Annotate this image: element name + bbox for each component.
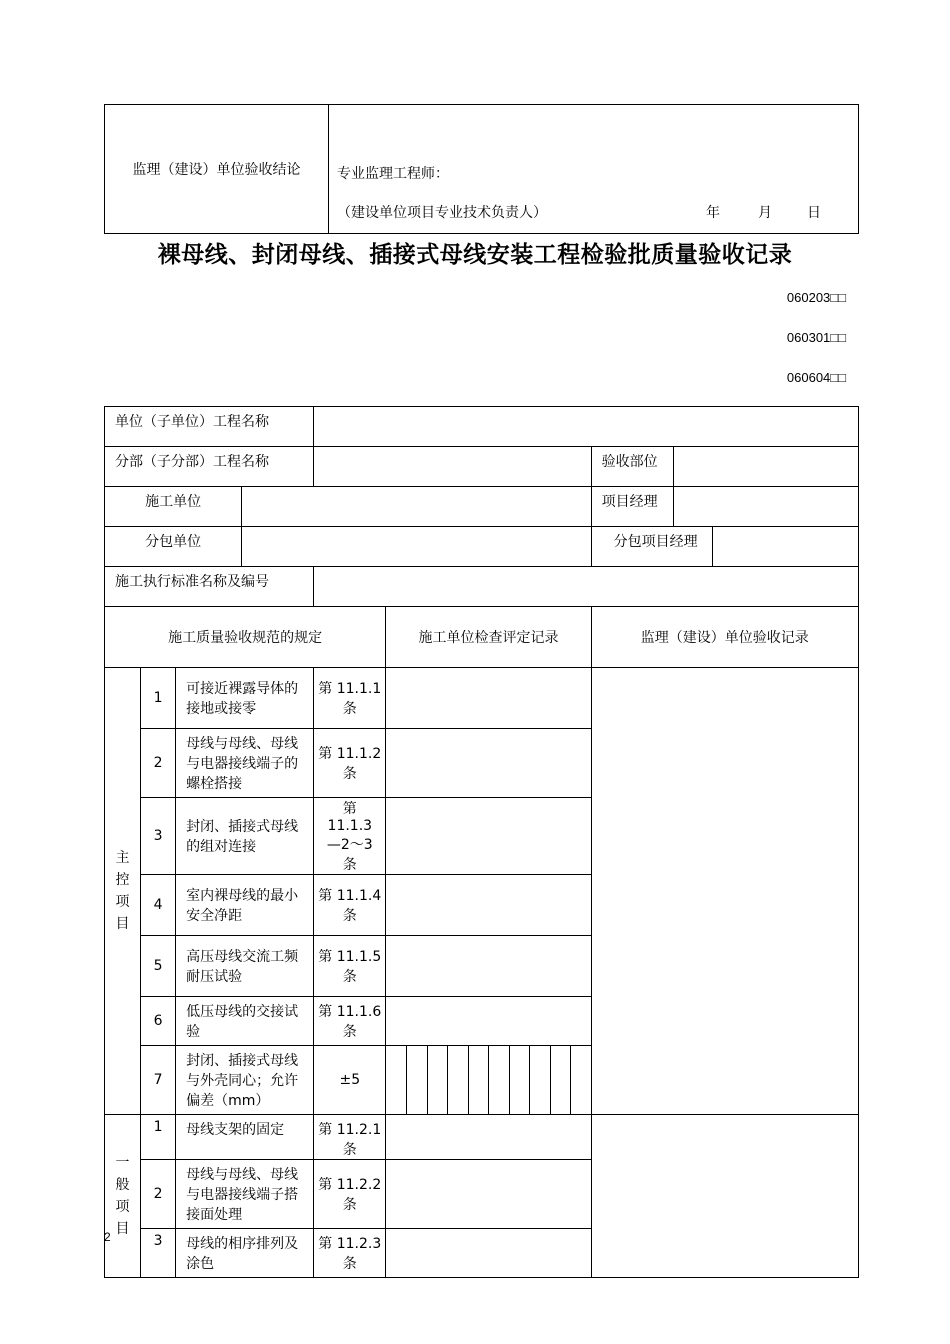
owner-technical-lead-label: （建设单位项目专业技术负责人）: [337, 205, 547, 221]
conclusion-label: 监理（建设）单位验收结论: [105, 105, 329, 234]
standard-value[interactable]: [314, 567, 859, 607]
measurement-cell[interactable]: [448, 1046, 468, 1114]
accept-part-value[interactable]: [673, 447, 858, 487]
document-title: 裸母线、封闭母线、插接式母线安装工程检验批质量验收记录: [157, 242, 793, 268]
item-number: 3: [141, 798, 176, 875]
check-record-cell[interactable]: [386, 798, 591, 875]
check-record-cell[interactable]: [386, 729, 591, 798]
item-number: 6: [141, 997, 176, 1046]
main-control-group-label: [105, 668, 141, 1115]
subcontractor-label: 分包单位: [105, 527, 242, 567]
item-clause: 第 11.1.2 条: [314, 729, 386, 798]
measurement-cell[interactable]: [407, 1046, 427, 1114]
item-clause: 第 11.1.3—2～3 条: [314, 798, 386, 875]
item-description: 封闭、插接式母线与外壳同心；允许偏差（mm）: [176, 1046, 314, 1115]
measurement-cell[interactable]: [510, 1046, 530, 1114]
group-char: 项: [115, 894, 130, 910]
main-item-row: [105, 668, 859, 729]
item-description: 母线的相序排列及涂色: [176, 1229, 314, 1278]
item-number: 1: [141, 668, 176, 729]
item-number: 5: [141, 936, 176, 997]
measurement-cell[interactable]: [571, 1046, 590, 1114]
group-char: 项: [115, 1199, 130, 1215]
acceptance-conclusion-box: [104, 104, 859, 234]
standard-row: [105, 567, 859, 607]
form-code-3: 060604□□: [786, 370, 846, 385]
item-clause: 第 11.1.1 条: [314, 668, 386, 729]
subcontractor-row: [105, 527, 859, 567]
date-year-label: 年: [706, 205, 720, 221]
constructor-label: 施工单位: [105, 487, 242, 527]
item-description: 母线支架的固定: [176, 1115, 314, 1160]
unit-project-value[interactable]: [314, 407, 859, 447]
measurement-cell[interactable]: [489, 1046, 509, 1114]
column-header-row: [105, 607, 859, 668]
measurement-cell[interactable]: [530, 1046, 550, 1114]
unit-project-row: [105, 407, 859, 447]
check-record-cell[interactable]: [386, 1160, 591, 1229]
date-day-label: 日: [807, 205, 821, 221]
standard-label: 施工执行标准名称及编号: [105, 567, 314, 607]
main-supervisor-record-cell[interactable]: [591, 668, 858, 1115]
group-char: 目: [115, 1221, 130, 1237]
page-number: 2: [104, 1230, 111, 1244]
date-month-label: 月: [758, 205, 772, 221]
item-number: 1: [141, 1115, 176, 1160]
supervising-engineer-label: 专业监理工程师：: [337, 166, 449, 182]
check-column-header: 施工单位检查评定记录: [386, 607, 591, 668]
check-record-cell[interactable]: [386, 1115, 591, 1160]
item-description: 高压母线交流工频耐压试验: [176, 936, 314, 997]
item-description: 可接近裸露导体的接地或接零: [176, 668, 314, 729]
measurement-cell[interactable]: [551, 1046, 571, 1114]
sub-project-label: 分部（子分部）工程名称: [105, 447, 314, 487]
sub-pm-label: 分包项目经理: [591, 527, 712, 567]
group-char: 般: [115, 1177, 130, 1193]
group-char: 一: [115, 1155, 130, 1171]
sub-pm-value[interactable]: [712, 527, 858, 567]
item-number: 3: [141, 1229, 176, 1278]
group-char: 主: [115, 850, 130, 866]
item-description: 封闭、插接式母线的组对连接: [176, 798, 314, 875]
form-code-2: 060301□□: [786, 330, 846, 345]
item-tolerance: ±5: [314, 1046, 386, 1115]
sub-project-row: [105, 447, 859, 487]
item-clause: 第 11.2.1 条: [314, 1115, 386, 1160]
item-description: 母线与母线、母线与电器接线端子搭接面处理: [176, 1160, 314, 1229]
item-clause: 第 11.1.4 条: [314, 875, 386, 936]
subcontractor-value[interactable]: [242, 527, 591, 567]
measurement-grid: [386, 1046, 591, 1115]
unit-project-label: 单位（子单位）工程名称: [105, 407, 314, 447]
sub-project-value[interactable]: [314, 447, 591, 487]
item-clause: 第 11.1.5 条: [314, 936, 386, 997]
item-number: 2: [141, 729, 176, 798]
check-record-cell[interactable]: [386, 936, 591, 997]
pm-value[interactable]: [673, 487, 858, 527]
check-record-cell[interactable]: [386, 997, 591, 1046]
item-clause: 第 11.2.3 条: [314, 1229, 386, 1278]
item-description: 母线与母线、母线与电器接线端子的螺栓搭接: [176, 729, 314, 798]
constructor-row: [105, 487, 859, 527]
check-record-cell[interactable]: [386, 875, 591, 936]
item-number: 4: [141, 875, 176, 936]
constructor-value[interactable]: [242, 487, 591, 527]
group-char: 目: [115, 916, 130, 932]
item-clause: 第 11.1.6 条: [314, 997, 386, 1046]
check-record-cell[interactable]: [386, 668, 591, 729]
item-description: 低压母线的交接试验: [176, 997, 314, 1046]
measurement-cell[interactable]: [428, 1046, 448, 1114]
spec-column-header: 施工质量验收规范的规定: [105, 607, 386, 668]
pm-label: 项目经理: [591, 487, 673, 527]
general-item-row: [105, 1115, 859, 1160]
accept-part-label: 验收部位: [591, 447, 673, 487]
item-number: 7: [141, 1046, 176, 1115]
general-group-label: [105, 1115, 141, 1278]
supervisor-column-header: 监理（建设）单位验收记录: [591, 607, 858, 668]
check-record-cell[interactable]: [386, 1229, 591, 1278]
item-clause: 第 11.2.2 条: [314, 1160, 386, 1229]
group-char: 控: [115, 872, 130, 888]
form-code-1: 060203□□: [786, 290, 846, 305]
inspection-record-table: [104, 406, 859, 1278]
item-description: 室内裸母线的最小安全净距: [176, 875, 314, 936]
item-number: 2: [141, 1160, 176, 1229]
conclusion-content: [329, 105, 859, 234]
measurement-cell[interactable]: [469, 1046, 489, 1114]
general-supervisor-record-cell[interactable]: [591, 1115, 858, 1278]
